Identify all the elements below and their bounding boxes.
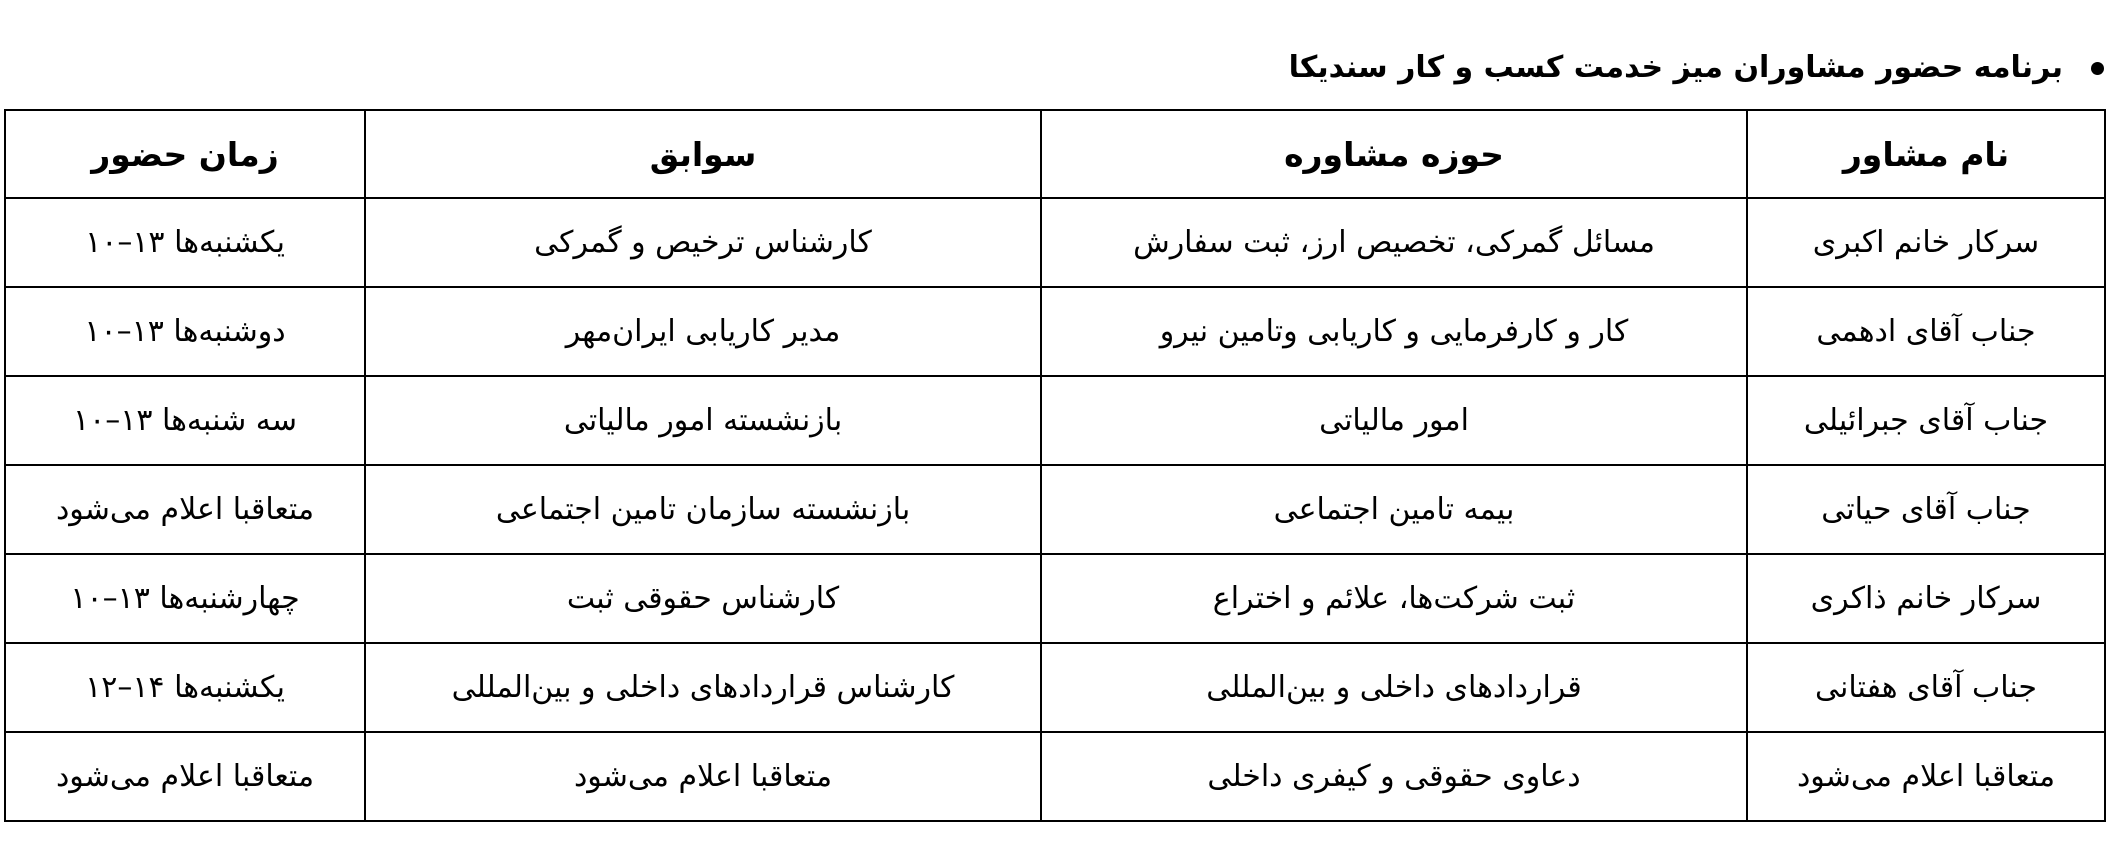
page-title: برنامه حضور مشاوران میز خدمت کسب و کار سندیکا <box>1288 50 2063 85</box>
cell-consulting-field: بیمه تامین اجتماعی <box>1041 465 1747 554</box>
cell-attendance-time: یکشنبه‌ها ۱۴–۱۲ <box>5 643 365 732</box>
cell-background: کارشناس حقوقی ثبت <box>365 554 1041 643</box>
cell-consultant-name: جناب آقای ادهمی <box>1747 287 2105 376</box>
header-consultant-name: نام مشاور <box>1747 110 2105 198</box>
table-row <box>5 287 2105 376</box>
cell-background: متعاقبا اعلام می‌شود <box>365 732 1041 821</box>
header-attendance-time: زمان حضور <box>5 110 365 198</box>
cell-attendance-time: متعاقبا اعلام می‌شود <box>5 732 365 821</box>
cell-background: بازنشسته امور مالیاتی <box>365 376 1041 465</box>
cell-consulting-field: قراردادهای داخلی و بین‌المللی <box>1041 643 1747 732</box>
cell-consultant-name: جناب آقای هفتانی <box>1747 643 2105 732</box>
table-row <box>5 732 2105 821</box>
cell-consulting-field: ثبت شرکت‌ها، علائم و اختراع <box>1041 554 1747 643</box>
cell-consulting-field: امور مالیاتی <box>1041 376 1747 465</box>
bullet-icon <box>2091 62 2104 75</box>
cell-consultant-name: جناب آقای جبرائیلی <box>1747 376 2105 465</box>
cell-attendance-time: دوشنبه‌ها ۱۳–۱۰ <box>5 287 365 376</box>
cell-consulting-field: کار و کارفرمایی و کاریابی وتامین نیرو <box>1041 287 1747 376</box>
cell-background: کارشناس ترخیص و گمرکی <box>365 198 1041 287</box>
cell-consulting-field: مسائل گمرکی، تخصیص ارز، ثبت سفارش <box>1041 198 1747 287</box>
table-row <box>5 376 2105 465</box>
cell-attendance-time: سه شنبه‌ها ۱۳–۱۰ <box>5 376 365 465</box>
cell-attendance-time: چهارشنبه‌ها ۱۳–۱۰ <box>5 554 365 643</box>
cell-consultant-name: متعاقبا اعلام می‌شود <box>1747 732 2105 821</box>
cell-consultant-name: جناب آقای حیاتی <box>1747 465 2105 554</box>
table-row <box>5 554 2105 643</box>
cell-background: بازنشسته سازمان تامین اجتماعی <box>365 465 1041 554</box>
cell-attendance-time: متعاقبا اعلام می‌شود <box>5 465 365 554</box>
cell-background: کارشناس قراردادهای داخلی و بین‌المللی <box>365 643 1041 732</box>
cell-consultant-name: سرکار خانم اکبری <box>1747 198 2105 287</box>
header-background: سوابق <box>365 110 1041 198</box>
cell-consultant-name: سرکار خانم ذاکری <box>1747 554 2105 643</box>
cell-attendance-time: یکشنبه‌ها ۱۳–۱۰ <box>5 198 365 287</box>
table-row <box>5 643 2105 732</box>
cell-consulting-field: دعاوی حقوقی و کیفری داخلی <box>1041 732 1747 821</box>
table-header-row <box>5 110 2105 198</box>
heading-row <box>1289 44 2104 92</box>
table-row <box>5 198 2105 287</box>
header-consulting-field: حوزه مشاوره <box>1041 110 1747 198</box>
consultant-schedule-table <box>4 109 2106 822</box>
cell-background: مدیر کاریابی ایران‌مهر <box>365 287 1041 376</box>
table-row <box>5 465 2105 554</box>
